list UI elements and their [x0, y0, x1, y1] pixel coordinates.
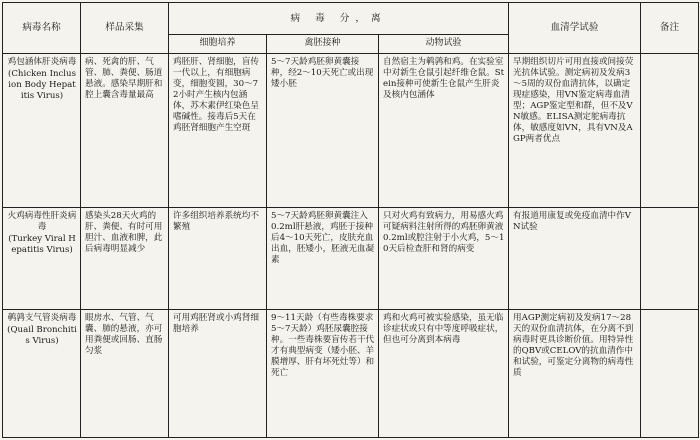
virus-name-cn: 火鸡病毒性肝炎病毒 — [7, 211, 77, 233]
table-row — [3, 309, 699, 437]
serology-cell: 用AGP测定病初及发病17～28天的双份血清抗体，在分离不到病毒时更具诊断价值。用特异性的QBV或CELOV的抗血清作中和试验，可鉴定分离物的病毒性质 — [509, 309, 641, 437]
sample-cell: 感染头28天火鸡的肝、粪便、有时可用胆汁、血液和脾，此后病毒明显减少 — [81, 208, 169, 310]
embryo-cell: 5～7天龄鸡胚卵黄囊接种，经2～10天死亡或出现矮小胚 — [267, 53, 379, 207]
serology-cell: 有报道用康复或免疫血清中作VN试验 — [509, 208, 641, 310]
animal-test-cell: 只对火鸡有致病力，用易感火鸡可疑病料注射所得的鸡胚卵黄液0.2ml或腔注射于小火鸡，5～10天后检查肝和肾的病变 — [379, 208, 509, 310]
virus-name-cell — [3, 309, 81, 437]
header-virus-isolation: 病 毒 分，离 — [169, 3, 509, 35]
animal-test-cell: 自然宿主为鹌鹑和鸡。在实验室中对新生仓鼠引起纤维仓鼠。Stein接种可使新生仓鼠产生肝炎及核内包涵体 — [379, 53, 509, 207]
virus-name-en: (Chicken Inclusion Body Hepatitis Virus) — [7, 68, 77, 101]
serology-cell: 早期组织切片可用直接或间接荧光抗体试验。测定病初及发病3～5周的双份血清抗体，以确定现症感染，用VN鉴定病毒血清型；AGP鉴定型和群，但不及VN敏感。ELISA测定鸵病毒抗体，敏感度如VN，具有VN及AGP两者优点 — [509, 53, 641, 207]
remarks-cell — [641, 208, 699, 310]
embryo-cell: 9～11天龄（有些毒株要求5～7天龄）鸡胚尿囊腔接种。一些毒株要盲传若干代才有典型病变（矮小胚、羊膜增厚、肝有坏死灶等）和死亡 — [267, 309, 379, 437]
header-sample-collection: 样品采集 — [81, 3, 169, 54]
header-embryo-inoculation: 禽胚接种 — [267, 34, 379, 53]
sample-cell: 眼房水、气管、气囊、肺的悬液，亦可用粪便或回肠、直肠匀浆 — [81, 309, 169, 437]
virus-name-en: (Quail Bronchitis Virus) — [7, 324, 77, 346]
cell-culture-cell: 可用鸡胚肾或小鸡肾细胞培养 — [169, 309, 267, 437]
header-disease-name: 病毒名称 — [3, 3, 81, 54]
virus-isolation-table — [2, 2, 699, 438]
remarks-cell — [641, 53, 699, 207]
table-row — [3, 53, 699, 207]
sample-cell: 病、死禽的肝、气管、肺、粪便、肠道悬液。感染早期肝和腔上囊含毒量最高 — [81, 53, 169, 207]
animal-test-cell: 鸡和火鸡可被实验感染，虽无临诊症状或只有中等度呼吸症状，但也可分离到本病毒 — [379, 309, 509, 437]
header-animal-test: 动物试验 — [379, 34, 509, 53]
table-row — [3, 208, 699, 310]
virus-name-cn: 鸡包涵体肝炎病毒 — [7, 56, 77, 67]
header-serology: 血清学试验 — [509, 3, 641, 54]
virus-name-en: (Turkey Viral Hepatitis Virus) — [8, 234, 76, 256]
remarks-cell — [641, 309, 699, 437]
header-remarks: 备注 — [641, 3, 699, 54]
embryo-cell: 5～7天龄鸡胚卵黄囊注入0.2ml肝悬液，鸡胚于接种后4～10天死亡，皮肤充血出血，胚矮小，胚液无血凝素 — [267, 208, 379, 310]
virus-name-cn: 鹌鹑支气管炎病毒 — [7, 312, 77, 323]
cell-culture-cell: 许多组织培养系统均不繁殖 — [169, 208, 267, 310]
cell-culture-cell: 鸡胚肝、肾细胞，盲传一代以上，有细胞病变，细胞变圆，30～72小时产生核内包涵体，苏木素伊红染色呈嗜碱性。接毒后5天在鸡胚肾细胞产生空斑 — [169, 53, 267, 207]
virus-name-cell — [3, 53, 81, 207]
header-row — [3, 3, 699, 35]
virus-name-cell — [3, 208, 81, 310]
header-cell-culture: 细胞培养 — [169, 34, 267, 53]
